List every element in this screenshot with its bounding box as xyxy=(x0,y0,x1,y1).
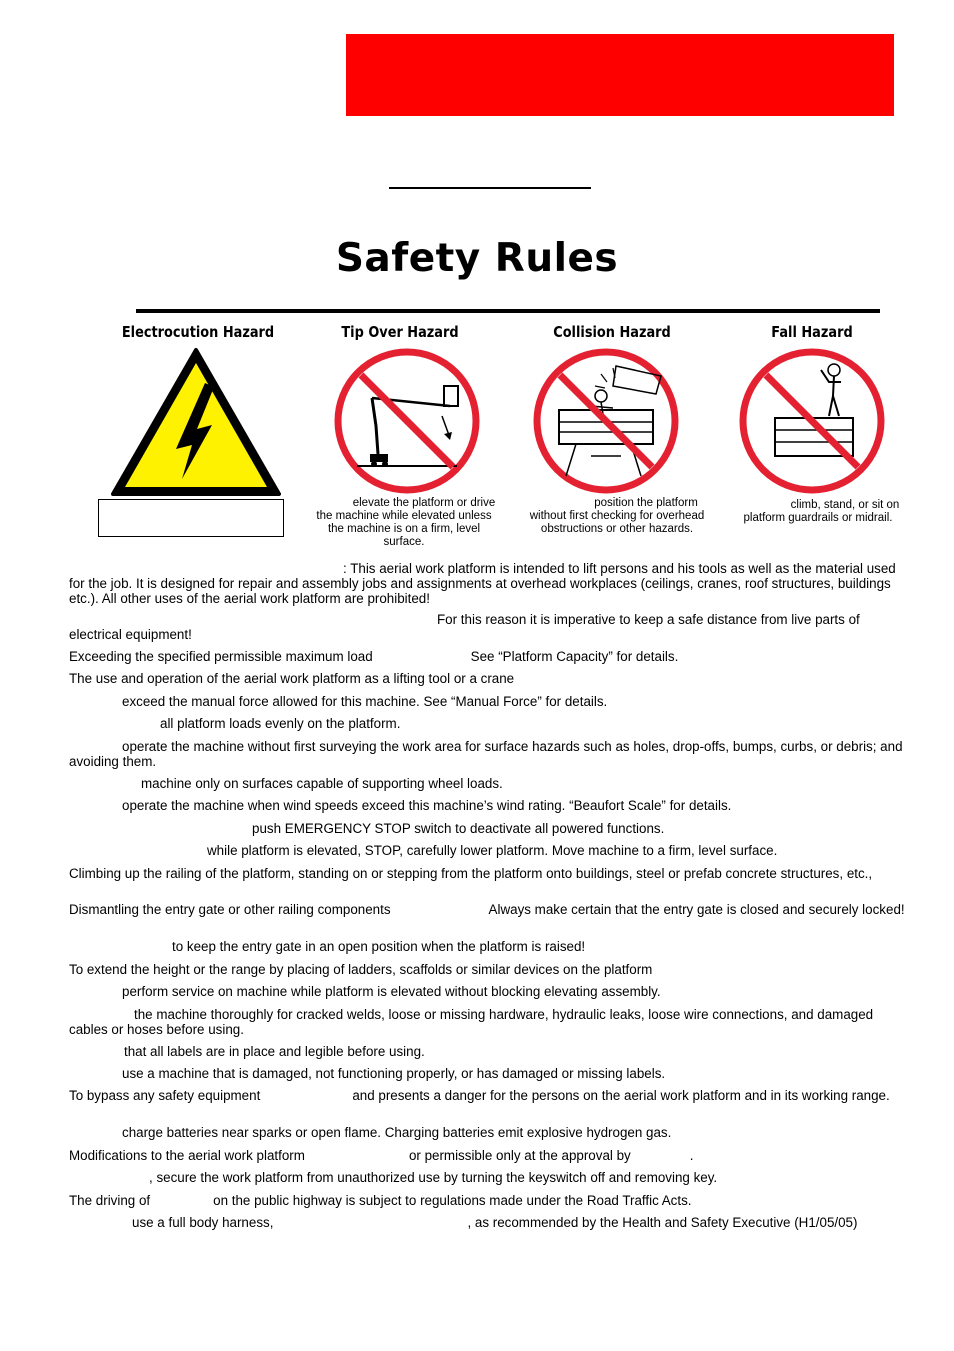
hazard-title-fall: Fall Hazard xyxy=(771,323,853,341)
rule-inspect-machine: the machine thoroughly for cracked welds, loose or missing hardware, hydraulic leaks, loose wire connections, and damaged cables or hoses before using. xyxy=(69,1007,874,1037)
rule-lifting-tool: The use and operation of the aerial work platform as a lifting tool or a crane xyxy=(69,671,515,686)
rule-electrical-distance: For this reason it is imperative to keep a safe distance from live parts of electrical equipment! xyxy=(69,612,860,642)
rule-surface-hazards: operate the machine without first surveying the work area for surface hazards such as holes, drop-offs, bumps, curbs, or debris; and avoiding them. xyxy=(69,739,903,769)
hazard-title-electrocution: Electrocution Hazard xyxy=(121,323,275,341)
rule-manual-force: exceed the manual force allowed for this machine. See “Manual Force” for details. xyxy=(122,694,608,709)
rule-public-highway: The driving of on the public highway is subject to regulations made under the Road Traffic Acts. xyxy=(69,1193,692,1208)
fall-prohibition-icon xyxy=(737,346,887,496)
collision-caption: position the platform without first checking for overhead obstructions or other hazards. xyxy=(529,497,705,535)
header-banner xyxy=(346,34,894,116)
hazard-title-collision: Collision Hazard xyxy=(553,323,671,341)
page-title: Safety Rules xyxy=(335,236,619,281)
title-divider xyxy=(136,309,880,313)
rule-distribute-loads: all platform loads evenly on the platform. xyxy=(160,716,401,731)
fall-caption: climb, stand, or sit on platform guardrails or midrail. xyxy=(743,499,900,524)
rule-gate-open: to keep the entry gate in an open position when the platform is raised! xyxy=(172,939,586,954)
rule-modifications: Modifications to the aerial work platform or permissible only at the approval by . xyxy=(69,1148,694,1163)
short-divider xyxy=(389,187,591,189)
electrocution-caption-box xyxy=(98,499,284,537)
hazard-title-tip-over: Tip Over Hazard xyxy=(341,323,459,341)
rule-wind-speed: operate the machine when wind speeds exceed this machine’s wind rating. “Beaufort Scale” for details. xyxy=(122,798,732,813)
rule-damaged-machine: use a machine that is damaged, not functioning properly, or has damaged or missing labels. xyxy=(122,1066,666,1081)
tip-over-caption: elevate the platform or drive the machine while elevated unless the machine is on a firm, level surface. xyxy=(316,497,496,548)
rule-bypass-safety: To bypass any safety equipment and presents a danger for the persons on the aerial work platform and in its working range. xyxy=(69,1088,890,1103)
rule-keyswitch: , secure the work platform from unauthorized use by turning the keyswitch off and removing key. xyxy=(149,1170,718,1185)
rule-emergency-stop: push EMERGENCY STOP switch to deactivate all powered functions. xyxy=(252,821,665,836)
electrocution-warning-icon xyxy=(110,346,282,498)
rule-full-body-harness: use a full body harness, , as recommended by the Health and Safety Executive (H1/05/05) xyxy=(132,1215,858,1230)
rule-ladders: To extend the height or the range by placing of ladders, scaffolds or similar devices on the platform xyxy=(69,962,653,977)
rule-labels-legible: that all labels are in place and legible before using. xyxy=(124,1044,425,1059)
tip-over-prohibition-icon xyxy=(332,346,482,496)
rule-entry-gate: Dismantling the entry gate or other railing components Always make certain that the entry gate is closed and securely locked! xyxy=(69,902,905,917)
rule-climbing-railing: Climbing up the railing of the platform, standing on or stepping from the platform onto buildings, steel or prefab concrete structures, etc., xyxy=(69,866,873,881)
rule-intended-use: : This aerial work platform is intended to lift persons and his tools as well as the material used for the job. It is designed for repair and assembly jobs and assignments at overhead workplaces (ceilings, cranes, roof structures, buildings etc.). All other uses of the aerial work platform are prohibited! xyxy=(69,561,896,606)
rule-wheel-loads: machine only on surfaces capable of supporting wheel loads. xyxy=(141,776,503,791)
rule-charge-batteries: charge batteries near sparks or open flame. Charging batteries emit explosive hydrogen gas. xyxy=(122,1125,672,1140)
rule-max-load: Exceeding the specified permissible maximum load See “Platform Capacity” for details. xyxy=(69,649,679,664)
rule-service-blocking: perform service on machine while platform is elevated without blocking elevating assembly. xyxy=(122,984,661,999)
collision-prohibition-icon xyxy=(531,346,681,496)
rule-lower-platform: while platform is elevated, STOP, carefully lower platform. Move machine to a firm, level surface. xyxy=(207,843,778,858)
